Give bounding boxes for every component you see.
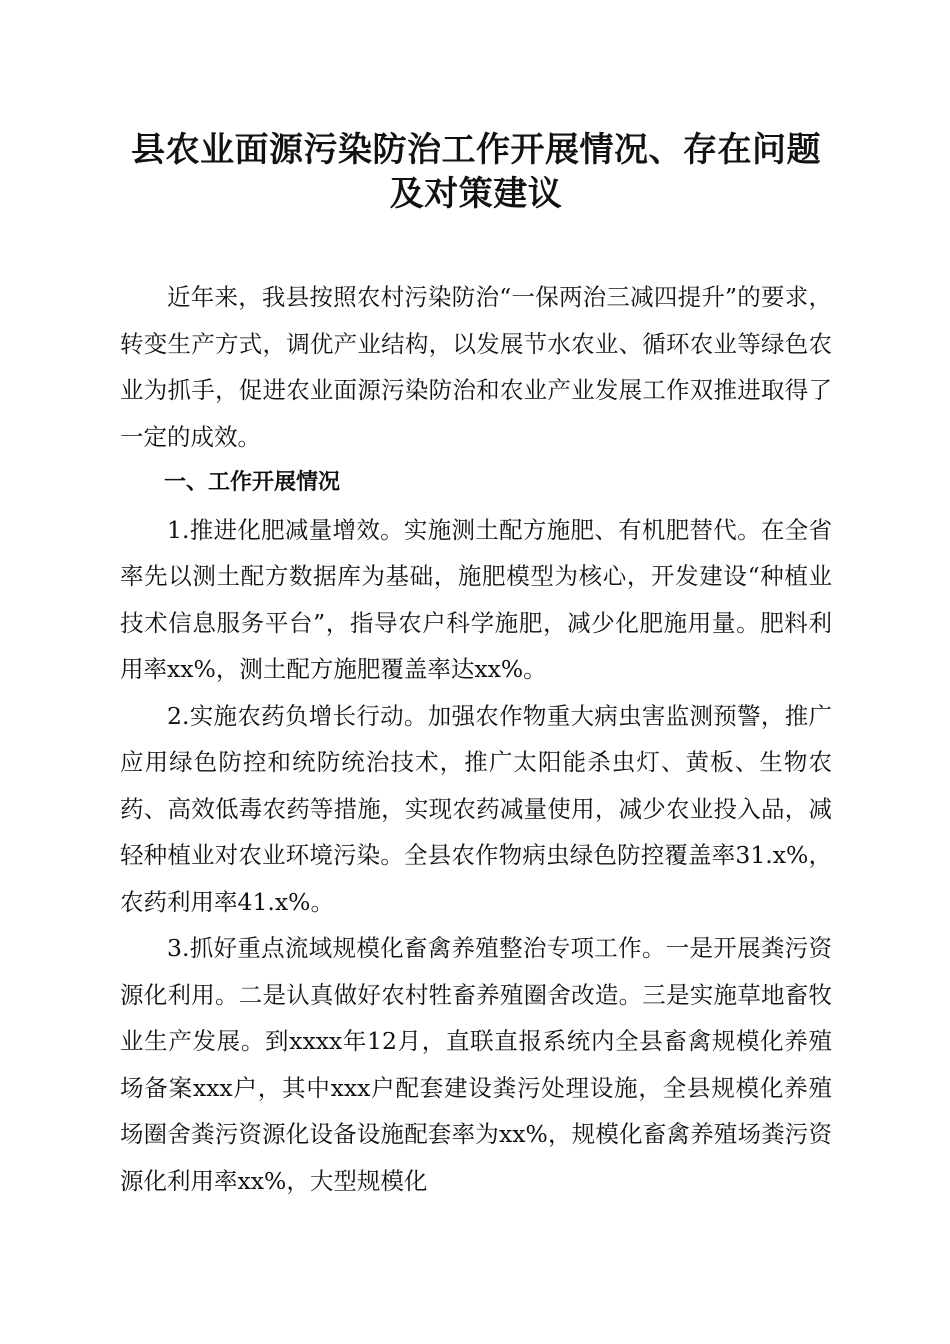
document-title — [120, 128, 832, 216]
item-fertilizer-reduction: 1.推进化肥减量增效。实施测土配方施肥、有机肥替代。在全省率先以测土配方数据库为基础，施肥模型为核心，开发建设“种植业技术信息服务平台”，指导农户科学施肥，减少化肥施用量。肥料利用率xx%，测土配方施肥覆盖率达xx%。 — [120, 515, 832, 683]
item-pesticide-reduction: 2.实施农药负增长行动。加强农作物重大病虫害监测预警，推广应用绿色防控和统防统治技术，推广太阳能杀虫灯、黄板、生物农药、高效低毒农药等措施，实现农药减量使用，减少农业投入品，减轻种植业对农业环境污染。全县农作物病虫绿色防控覆盖率31.x%，农药利用率41.x%。 — [120, 701, 832, 916]
item-livestock-remediation: 3.抓好重点流域规模化畜禽养殖整治专项工作。一是开展粪污资源化利用。二是认真做好农村牲畜养殖圈舍改造。三是实施草地畜牧业生产发展。到xxxx年12月，直联直报系统内全县畜禽规模化养殖场备案xxx户，其中xxx户配套建设粪污处理设施，全县规模化养殖场圈舍粪污资源化设备设施配套率为xx%，规模化畜禽养殖场粪污资源化利用率xx%，大型规模化 — [120, 934, 832, 1195]
section-heading-work-progress: 一、工作开展情况 — [164, 470, 341, 495]
document-body — [120, 274, 832, 1204]
document-page — [120, 128, 832, 1204]
title-line-2: 及对策建议 — [389, 174, 563, 214]
intro-paragraph: 近年来，我县按照农村污染防治“一保两治三减四提升”的要求，转变生产方式，调优产业结构，以发展节水农业、循环农业等绿色农业为抓手，促进农业面源污染防治和农业产业发展工作双推进取得了一定的成效。 — [120, 283, 832, 451]
title-line-1: 县农业面源污染防治工作开展情况、存在问题 — [131, 130, 821, 170]
